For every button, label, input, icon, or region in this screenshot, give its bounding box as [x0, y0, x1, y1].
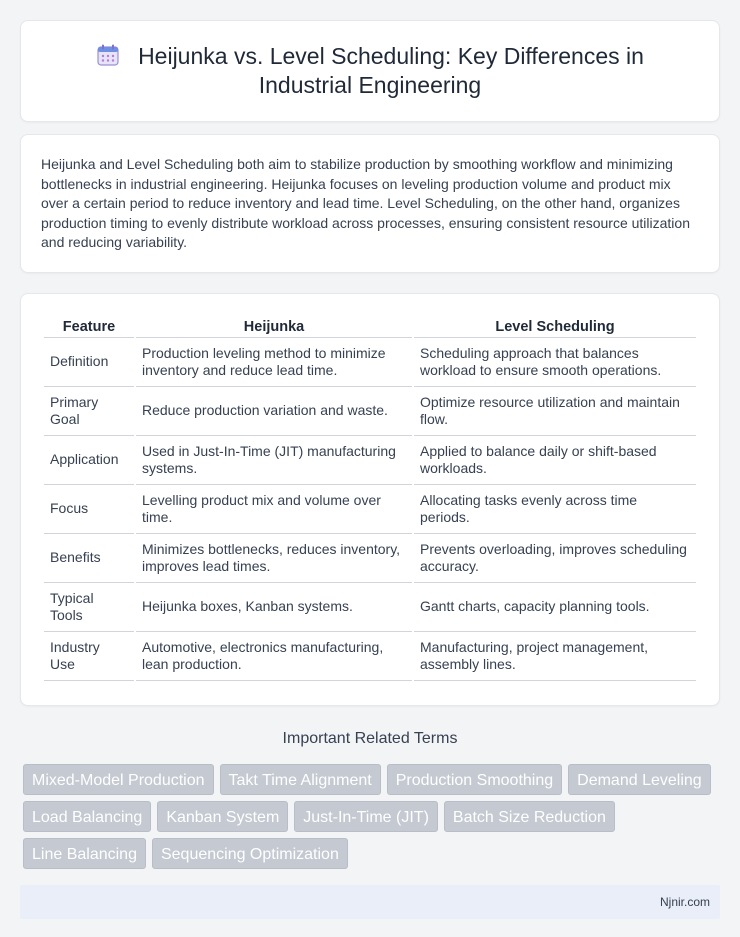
row-feature: Benefits	[44, 534, 134, 583]
intro-text: Heijunka and Level Scheduling both aim to stabilize production by smoothing workflow and minimizing bottlenecks in industrial engineering. Heijunka focuses on leveling production volume and product mix over a certain period to reduce inventory and lead time. Level Scheduling, on the other hand, organizes production timing to evenly distribute workload across processes, ensuring consistent resource utilization and reducing variability.	[41, 156, 690, 250]
related-term-tag[interactable]: Batch Size Reduction	[444, 801, 615, 832]
title-card	[20, 20, 720, 122]
related-term-tag[interactable]: Line Balancing	[23, 838, 146, 869]
row-level-scheduling: Scheduling approach that balances workload to ensure smooth operations.	[414, 338, 696, 387]
row-heijunka: Reduce production variation and waste.	[136, 387, 412, 436]
row-feature: Industry Use	[44, 632, 134, 681]
related-term-tag[interactable]: Just-In-Time (JIT)	[294, 801, 438, 832]
related-term-tag[interactable]: Sequencing Optimization	[152, 838, 348, 869]
table-row	[44, 485, 696, 534]
table-row	[44, 387, 696, 436]
row-feature: Application	[44, 436, 134, 485]
row-heijunka: Production leveling method to minimize inventory and reduce lead time.	[136, 338, 412, 387]
row-heijunka: Minimizes bottlenecks, reduces inventory, improves lead times.	[136, 534, 412, 583]
header-heijunka: Heijunka	[136, 314, 412, 338]
table-row	[44, 338, 696, 387]
row-feature: Definition	[44, 338, 134, 387]
row-level-scheduling: Allocating tasks evenly across time periods.	[414, 485, 696, 534]
page-title	[61, 42, 679, 100]
header-level-scheduling: Level Scheduling	[414, 314, 696, 338]
row-level-scheduling: Prevents overloading, improves scheduling accuracy.	[414, 534, 696, 583]
table-row	[44, 583, 696, 632]
row-feature: Typical Tools	[44, 583, 134, 632]
footer	[20, 885, 720, 919]
related-terms-title: Important Related Terms	[282, 730, 458, 747]
row-level-scheduling: Optimize resource utilization and maintain flow.	[414, 387, 696, 436]
related-term-tag[interactable]: Load Balancing	[23, 801, 151, 832]
related-term-tag[interactable]: Demand Leveling	[568, 764, 711, 795]
intro-card	[20, 134, 720, 273]
footer-brand[interactable]: Njnir.com	[659, 895, 710, 909]
row-level-scheduling: Gantt charts, capacity planning tools.	[414, 583, 696, 632]
row-heijunka: Heijunka boxes, Kanban systems.	[136, 583, 412, 632]
table-row	[44, 436, 696, 485]
row-heijunka: Used in Just-In-Time (JIT) manufacturing systems.	[136, 436, 412, 485]
related-term-tag[interactable]: Production Smoothing	[387, 764, 562, 795]
table-row	[44, 632, 696, 681]
related-term-tag[interactable]: Mixed-Model Production	[23, 764, 214, 795]
related-terms-list	[20, 764, 720, 875]
page-title-text: Heijunka vs. Level Scheduling: Key Differences in Industrial Engineering	[138, 43, 644, 98]
calendar-icon	[96, 43, 120, 67]
table-header-row	[44, 314, 696, 338]
table-row	[44, 534, 696, 583]
comparison-table	[42, 314, 698, 681]
comparison-table-card	[20, 293, 720, 706]
header-feature: Feature	[44, 314, 134, 338]
row-feature: Focus	[44, 485, 134, 534]
related-term-tag[interactable]: Takt Time Alignment	[220, 764, 381, 795]
related-term-tag[interactable]: Kanban System	[157, 801, 288, 832]
row-level-scheduling: Manufacturing, project management, assembly lines.	[414, 632, 696, 681]
row-heijunka: Levelling product mix and volume over time.	[136, 485, 412, 534]
row-feature: Primary Goal	[44, 387, 134, 436]
row-level-scheduling: Applied to balance daily or shift-based workloads.	[414, 436, 696, 485]
row-heijunka: Automotive, electronics manufacturing, lean production.	[136, 632, 412, 681]
